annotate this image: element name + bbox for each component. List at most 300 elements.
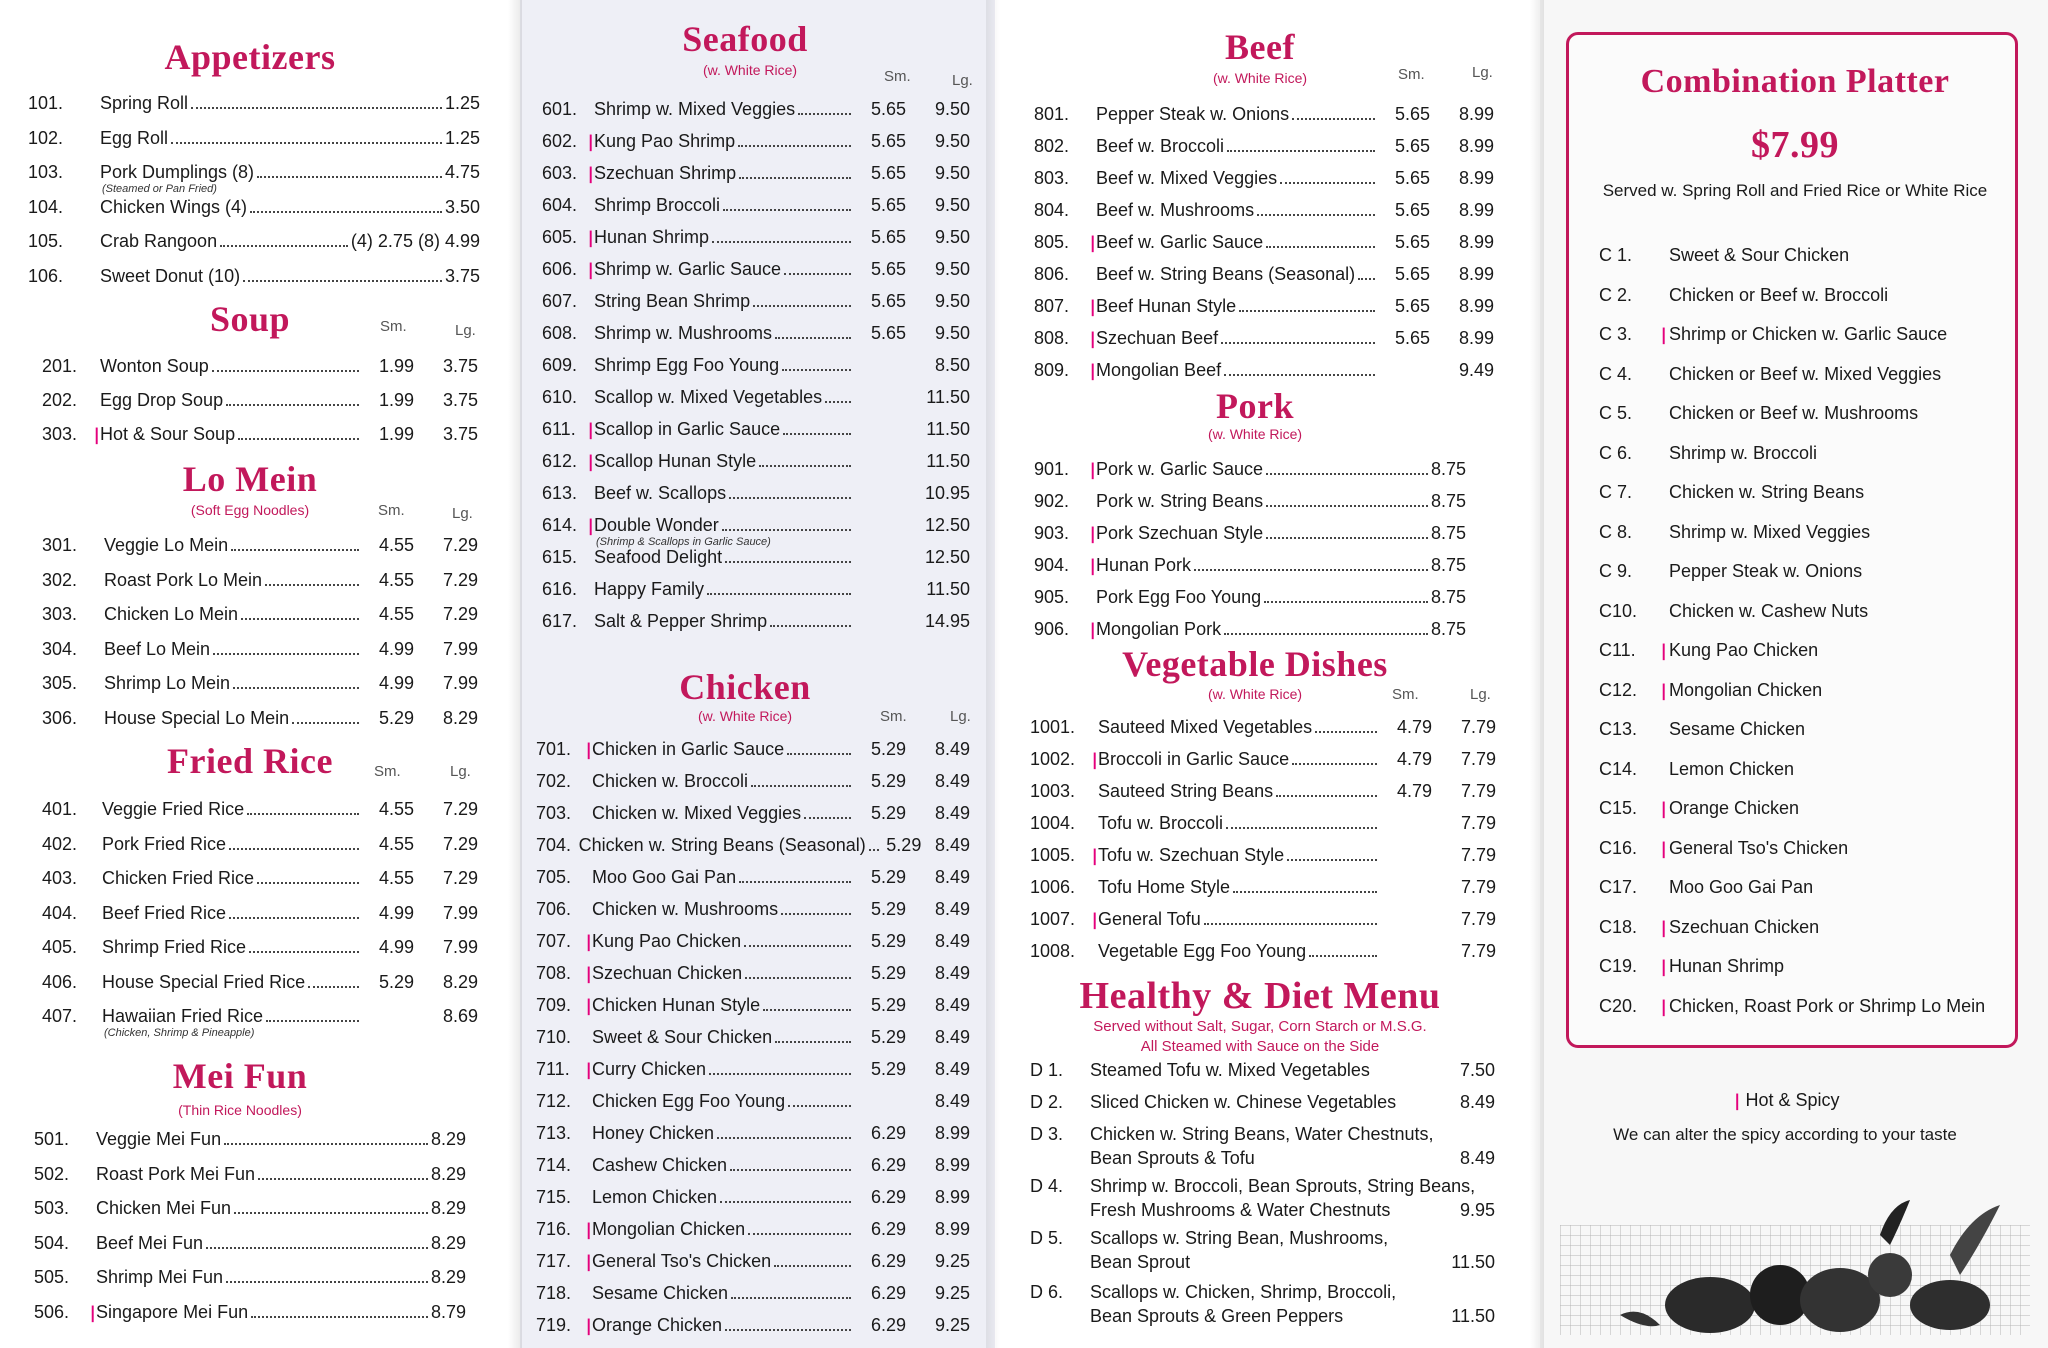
dot-leader [781,912,851,915]
combo-item [1599,640,1818,661]
item-price: 1.25 [444,93,480,113]
chili-pepper-icon: ❘ [1657,959,1671,976]
dot-leader [1266,504,1428,507]
item-price-small: 4.99 [378,638,414,659]
menu-item [536,794,970,824]
item-name: Shrimp w. Mushrooms [594,323,773,343]
item-price-large: 7.99 [442,638,478,659]
combo-item [1599,917,1819,938]
section-title-chicken: Chicken [679,667,811,707]
combo-code: C 1. [1599,245,1633,265]
item-number: 101. [28,93,64,113]
chili-pepper-icon: ❘ [1657,643,1671,660]
dot-leader [308,985,359,988]
dot-leader [722,528,851,531]
section-title-pork: Pork [1216,386,1294,426]
combo-name: Hunan Shrimp [1669,956,1785,976]
menu-item [42,664,478,694]
combo-name: Lemon Chicken [1669,758,1795,779]
item-name: Happy Family [594,579,705,599]
item-name: Veggie Mei Fun [96,1129,222,1149]
dot-leader [738,144,851,147]
item-name: Tofu w. Broccoli [1098,813,1224,833]
combo-item [1599,245,1849,266]
menu-item [1034,255,1494,285]
chili-pepper-icon: ❘ [1086,558,1100,575]
item-number: 804. [1034,200,1070,220]
item-price-large: 7.99 [442,902,478,923]
item-price-large: 8.49 [934,739,970,759]
menu-item [536,1050,970,1080]
item-name: Pepper Steak w. Onions [1096,104,1290,124]
item-price-large: 7.29 [442,833,478,854]
item-price-large: 9.25 [934,1251,970,1271]
dot-leader [775,336,851,339]
combo-name: Kung Pao Chicken [1669,640,1819,660]
menu-item [536,826,970,856]
menu-item [28,119,480,149]
item-number: 303. [42,424,78,444]
item-number: 104. [28,196,64,217]
combo-item [1599,719,1805,740]
chicken-sm-header: Sm. [880,708,907,725]
item-name: Mongolian Beef [1096,360,1222,380]
item-price-small: 6.29 [870,1155,906,1175]
item-name: Shrimp Lo Mein [104,673,231,693]
chili-pepper-icon: ❘ [584,262,598,279]
section-title-beef: Beef [1225,27,1295,67]
item-price-small: 5.29 [870,739,906,759]
combo-item [1599,324,1947,345]
menu-item [536,1082,970,1112]
combo-code: C15. [1599,798,1638,818]
item-price-large: 11.50 [926,451,970,471]
item-name: Roast Pork Mei Fun [96,1163,256,1184]
dot-leader [739,176,851,179]
item-number: 702. [536,771,572,791]
item-price-small: 5.65 [1394,264,1430,284]
item-number: 614. [542,515,578,535]
item-price-small: 5.65 [1394,200,1430,220]
item-name: Kung Pao Shrimp [594,131,736,151]
chili-pepper-icon: ❘ [1657,682,1671,700]
chili-pepper-icon: ❘ [584,230,598,247]
chicken-lg-header: Lg. [950,708,971,725]
item-price-large: 8.50 [934,355,970,375]
item-number: 501. [34,1129,70,1149]
item-price-large: 10.95 [924,483,970,503]
item-number: 602. [542,131,578,151]
item-name: Chicken w. String Beans, Water Chestnuts, [1090,1124,1434,1144]
combo-name: Shrimp w. Broccoli [1669,442,1818,463]
combo-code: C10. [1599,600,1638,621]
combo-item [1599,798,1799,819]
combo-name: Chicken or Beef w. Mushrooms [1669,403,1919,423]
dot-leader [1257,213,1375,216]
item-name: Hunan Shrimp [594,227,710,247]
item-number: 1002. [1030,749,1076,769]
item-name-line2: Bean Sprout [1090,1252,1191,1272]
chili-pepper-icon: ❘ [582,1318,596,1335]
chili-pepper-icon: ❘ [582,966,596,983]
item-price-large: 12.50 [924,515,970,535]
section-title-healthy: Healthy & Diet Menu [1079,975,1441,1017]
item-price: 9.95 [1459,1200,1495,1220]
combo-name: Chicken w. Cashew Nuts [1669,600,1869,621]
vegetable-sm-header: Sm. [1392,686,1419,703]
dot-leader [1227,149,1375,152]
combo-code: C 7. [1599,482,1633,502]
chili-pepper-icon: ❘ [1086,299,1100,316]
item-name-line2: Bean Sprouts & Tofu [1090,1148,1255,1168]
item-name: Crab Rangoon [100,231,218,251]
item-name: Pork w. String Beans [1096,491,1264,511]
item-name: Shrimp Egg Foo Young [594,355,780,375]
combo-name: Chicken w. String Beans [1669,482,1865,502]
item-name: Szechuan Shrimp [594,163,737,183]
item-name: Egg Drop Soup [100,390,224,410]
menu-item [536,922,970,952]
dot-leader [798,112,851,115]
dot-leader [1239,309,1375,312]
item-price-large: 9.25 [934,1283,970,1303]
seafood-subtitle: (w. White Rice) [702,62,798,78]
dot-leader [231,548,359,551]
menu-item [34,1258,466,1288]
dot-leader [1266,472,1428,475]
item-name: Szechuan Beef [1096,328,1219,348]
item-price: 8.29 [430,1163,466,1184]
dot-leader [804,816,851,819]
item-number: 601. [542,99,578,119]
menu-item [542,378,970,408]
item-number: 404. [42,902,78,923]
item-name-line2: Bean Sprouts & Green Peppers [1090,1306,1344,1326]
dot-leader [229,916,359,919]
item-price-small: 5.65 [1394,296,1430,316]
dot-leader [1204,922,1377,925]
item-number: 713. [536,1123,572,1143]
item-price-large: 8.49 [934,835,970,855]
section-title-fried-rice: Fried Rice [167,741,333,781]
combo-code: C13. [1599,719,1638,739]
dot-leader [1358,277,1375,280]
item-price-small: 4.55 [378,604,414,624]
dot-leader [243,279,442,282]
item-price-small: 5.29 [886,835,922,855]
item-name: Hot & Sour Soup [100,424,236,444]
combo-item [1599,680,1822,701]
item-price-small: 5.65 [870,131,906,151]
item-name: Seafood Delight [594,547,723,567]
item-code: D 5. [1030,1228,1064,1248]
item-number: 809. [1034,360,1070,380]
item-price-large: 8.99 [1458,232,1494,252]
chili-pepper-icon: ❘ [582,934,596,951]
menu-item [542,602,970,632]
item-price-large: 8.49 [934,1027,970,1047]
dot-leader [784,272,851,275]
menu-item [42,997,478,1027]
dot-leader [220,244,348,247]
item-name: Chicken w. String Beans (Seasonal) [578,835,866,855]
chili-pepper-icon: ❘ [1657,801,1671,818]
item-price-small: 4.55 [378,833,414,854]
dot-leader [744,944,851,947]
vegetable-lg-header: Lg. [1470,686,1491,703]
combo-code: C16. [1599,837,1638,858]
chili-pepper-icon: ❘ [1086,462,1100,479]
pork-subtitle: (w. White Rice) [1207,426,1303,442]
menu-item [536,1306,970,1336]
vegetable-subtitle: (w. White Rice) [1207,686,1303,702]
fold-shadow [508,0,522,1348]
item-name: Sauteed String Beans [1098,781,1274,801]
dot-leader [739,880,851,883]
dot-leader [250,210,442,213]
seafood-lg-header: Lg. [952,72,973,89]
menu-item [542,282,970,312]
menu-item [42,790,478,820]
dot-leader [1224,632,1428,635]
item-price-small: 6.29 [870,1187,906,1207]
item-code: D 2. [1030,1092,1064,1112]
item-number: 715. [536,1187,572,1207]
item-name: General Tso's Chicken [592,1251,772,1271]
menu-item [42,928,478,958]
item-number: 611. [542,419,576,439]
menu-item [42,347,478,377]
item-number: 504. [34,1232,70,1253]
item-price: 8.29 [430,1267,466,1287]
item-price: 8.49 [1459,1148,1495,1168]
item-price: 11.50 [1451,1306,1495,1326]
item-price-large: 7.79 [1460,909,1496,929]
item-number: 706. [536,899,572,919]
item-code: D 4. [1030,1176,1064,1196]
dot-leader [224,1142,428,1145]
item-price-large: 8.49 [934,931,970,951]
dot-leader [171,141,442,144]
combo-name: Sesame Chicken [1669,719,1806,739]
menu-item [42,526,478,556]
beef-sm-header: Sm. [1398,66,1425,83]
item-price-large: 9.50 [934,259,970,279]
item-name: House Special Fried Rice [102,971,306,992]
dot-leader [234,1211,428,1214]
item-price-small: 4.55 [378,799,414,819]
item-price-large: 9.50 [934,323,970,343]
menu-item [536,1210,970,1240]
hot-spicy-label: Hot & Spicy [1745,1090,1840,1110]
menu-item [1030,804,1496,834]
combo-item [1599,996,1985,1017]
item-number: 609. [542,355,578,375]
dot-leader [266,1019,359,1022]
item-price-large: 7.29 [442,604,478,624]
dot-leader [731,1296,851,1299]
item-number: 506. [34,1301,70,1322]
item-number: 405. [42,937,78,957]
dot-leader [247,812,359,815]
dot-leader [869,848,879,851]
menu-item [536,858,970,888]
item-price-small: 4.79 [1396,781,1432,801]
dot-leader [825,400,851,403]
menu-item [28,222,480,252]
item-name: Pork Szechuan Style [1096,523,1264,543]
menu-item [542,186,970,216]
item-price-large: 7.79 [1460,749,1496,769]
item-number: 711. [536,1059,570,1079]
menu-item [1034,610,1466,640]
item-price-small: 5.29 [870,931,906,951]
item-number: 612. [542,451,578,471]
item-name: Veggie Fried Rice [102,799,245,819]
menu-item [1034,223,1494,253]
menu-item [42,894,478,924]
chili-pepper-icon: ❘ [1657,998,1671,1016]
item-name: Honey Chicken [592,1123,715,1143]
item-name: Singapore Mei Fun [96,1301,249,1322]
item-price-large: 8.99 [934,1123,970,1143]
item-name: Wonton Soup [100,356,209,376]
item-price-small: 5.65 [870,195,906,215]
item-price: 3.75 [444,265,480,286]
fold-shadow [1530,0,1544,1348]
item-number: 603. [542,163,578,183]
item-price: 3.50 [444,196,480,217]
menu-item [34,1224,466,1254]
item-price-large: 7.29 [442,868,478,888]
item-price-large: 8.29 [442,971,478,992]
item-name: House Special Lo Mein [104,707,290,728]
combo-item [1599,956,1784,977]
item-code: D 1. [1030,1060,1064,1080]
chili-pepper-icon: ❘ [1088,752,1102,769]
combo-name: Chicken or Beef w. Mixed Veggies [1669,363,1942,384]
item-note: (Chicken, Shrimp & Pineapple) [104,1027,255,1039]
item-price-large: 7.29 [442,569,478,590]
item-name: Chicken Wings (4) [100,196,248,217]
item-price-large: 8.49 [934,1059,970,1079]
item-name: Veggie Lo Mein [104,535,229,555]
item-name: Beef w. Scallops [594,483,727,503]
item-name: Lemon Chicken [592,1187,718,1207]
item-number: 703. [536,803,572,823]
item-number: 708. [536,963,572,983]
menu-item [1034,319,1494,349]
chili-pepper-icon: ❘ [1730,1093,1744,1110]
item-name: Tofu Home Style [1098,877,1231,897]
item-price-large: 7.79 [1460,813,1496,833]
item-price-large: 7.99 [442,673,478,693]
combo-item [1599,522,1870,543]
item-number: 306. [42,707,78,728]
dot-leader [725,560,851,563]
item-price-small: 5.65 [870,291,906,311]
beef-subtitle: (w. White Rice) [1212,70,1308,86]
item-price-small: 6.29 [870,1251,906,1271]
dot-leader [707,592,851,595]
item-name: Beef w. Garlic Sauce [1096,232,1264,252]
item-name: Hawaiian Fried Rice [102,1006,264,1026]
menu-item [42,825,478,855]
combo-name: Mongolian Chicken [1669,679,1823,700]
item-number: 803. [1034,168,1070,188]
menu-item [1034,127,1494,157]
item-number: 105. [28,231,64,251]
item-number: 712. [536,1091,572,1111]
item-number: 303. [42,604,78,624]
item-name: String Bean Shrimp [594,291,751,311]
item-price-small: 5.65 [1394,232,1430,252]
fold-shadow [986,0,1000,1348]
chili-pepper-icon: ❘ [1088,848,1102,865]
item-number: 617. [542,611,578,631]
soup-sm-header: Sm. [380,318,407,335]
item-price-small: 6.29 [870,1219,906,1239]
menu-item [542,218,970,248]
item-name: Sauteed Mixed Vegetables [1098,717,1313,737]
item-number: 716. [536,1219,572,1239]
dot-leader [229,847,359,850]
item-name: Egg Roll [100,127,169,148]
dot-leader [265,583,359,586]
item-number: 402. [42,833,78,854]
chili-pepper-icon: ❘ [1657,919,1671,937]
item-price-small: 5.29 [870,963,906,983]
menu-item [1034,351,1494,381]
menu-item [1034,191,1494,221]
menu-item [42,630,478,660]
item-price-large: 9.49 [1458,360,1494,380]
combo-code: C14. [1599,758,1638,779]
item-name: Broccoli in Garlic Sauce [1098,749,1290,769]
item-price-large: 3.75 [442,390,478,410]
menu-item [536,954,970,984]
dot-leader [763,1008,851,1011]
dot-leader [774,1264,851,1267]
dot-leader [783,432,851,435]
item-price-large: 8.99 [1458,168,1494,188]
item-price-large: 8.99 [934,1155,970,1175]
item-number: 1003. [1030,781,1076,801]
combo-name: Szechuan Chicken [1669,916,1820,937]
menu-item [536,1274,970,1304]
item-number: 717. [536,1251,572,1271]
item-price-small: 5.65 [870,227,906,247]
item-name: Chicken Egg Foo Young [592,1091,786,1111]
item-name: Vegetable Egg Foo Young [1098,941,1307,961]
item-note: (Shrimp & Scallops in Garlic Sauce) [596,536,771,548]
dot-leader [241,617,359,620]
combo-code: C 4. [1599,363,1633,384]
dot-leader [723,208,851,211]
dot-leader [206,1246,428,1249]
item-number: 201. [42,356,78,376]
item-number: 709. [536,995,572,1015]
menu-item [34,1293,466,1323]
menu-item [542,154,970,184]
item-number: 904. [1034,555,1070,575]
item-number: 610. [542,387,578,407]
dot-leader [1266,536,1428,539]
item-number: 1004. [1030,813,1076,833]
menu-item [28,257,480,287]
item-number: 613. [542,483,578,503]
item-price-large: 8.99 [1458,200,1494,220]
